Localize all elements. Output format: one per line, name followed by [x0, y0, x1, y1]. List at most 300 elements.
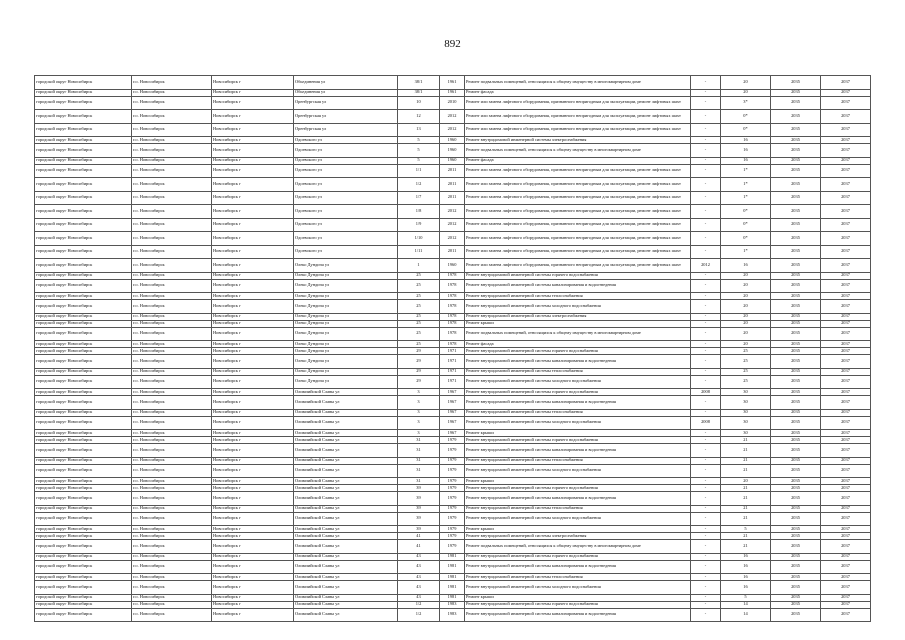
cell-street: Одоевского ул	[294, 232, 398, 246]
cell-house-number: 39	[398, 505, 440, 512]
table-row	[35, 320, 871, 327]
cell-locality: Новосибирск г	[212, 375, 294, 389]
cell-last-repair-year: -	[691, 110, 721, 124]
cell-house-number: 31	[398, 464, 440, 478]
cell-last-repair-year: -	[691, 457, 721, 464]
cell-municipality: городской округ Новосибирск	[35, 218, 132, 232]
cell-locality: Новосибирск г	[212, 416, 294, 430]
cell-settlement: г.о. Новосибирск	[132, 96, 212, 110]
cell-locality: Новосибирск г	[212, 437, 294, 444]
cell-locality: Новосибирск г	[212, 144, 294, 158]
cell-settlement: г.о. Новосибирск	[132, 205, 212, 219]
cell-commissioning-year: 1979	[440, 464, 465, 478]
cell-work-type: Ремонт подвальных помещений, относящихся к общему имуществу в многоквартирном доме	[465, 144, 691, 158]
cell-street: Олеко Дундича ул	[294, 348, 398, 355]
cell-commissioning-year: 1979	[440, 505, 465, 512]
cell-last-repair-year: -	[691, 89, 721, 96]
cell-municipality: городской округ Новосибирск	[35, 355, 132, 369]
cell-plan-start-year: 2035	[771, 110, 821, 124]
cell-plan-end-year: 2037	[821, 396, 871, 410]
cell-last-repair-year: -	[691, 123, 721, 137]
cell-house-number: 29	[398, 368, 440, 375]
table-row	[35, 444, 871, 458]
cell-municipality: городской округ Новосибирск	[35, 594, 132, 601]
cell-plan-start-year: 2035	[771, 205, 821, 219]
cell-plan-start-year: 2035	[771, 416, 821, 430]
table-row	[35, 512, 871, 526]
cell-plan-start-year: 2035	[771, 375, 821, 389]
cell-street: Обьединения ул	[294, 76, 398, 90]
cell-work-type: Ремонт или замена лифтового оборудования, признанного непригодным для эксплуатации, ремонт лифтовых шахт	[465, 191, 691, 205]
table-row	[35, 123, 871, 137]
cell-settlement: г.о. Новосибирск	[132, 526, 212, 533]
cell-commissioning-year: 1960	[440, 259, 465, 273]
cell-wear-percent: 21	[721, 437, 771, 444]
cell-plan-start-year: 2035	[771, 96, 821, 110]
cell-locality: Новосибирск г	[212, 178, 294, 192]
cell-street: Одоевского ул	[294, 144, 398, 158]
cell-street: Олимпийской Славы ул	[294, 457, 398, 464]
cell-municipality: городской округ Новосибирск	[35, 89, 132, 96]
cell-locality: Новосибирск г	[212, 259, 294, 273]
cell-settlement: г.о. Новосибирск	[132, 560, 212, 574]
cell-municipality: городской округ Новосибирск	[35, 389, 132, 396]
table-row	[35, 110, 871, 124]
cell-work-type: Ремонт или замена лифтового оборудования, признанного непригодным для эксплуатации, ремонт лифтовых шахт	[465, 218, 691, 232]
cell-wear-percent: 30	[721, 430, 771, 437]
cell-work-type: Ремонт внутридомовой инженерной системы холодного водоснабжения	[465, 416, 691, 430]
cell-commissioning-year: 1960	[440, 157, 465, 164]
cell-last-repair-year: -	[691, 485, 721, 492]
cell-plan-start-year: 2035	[771, 300, 821, 314]
cell-last-repair-year: -	[691, 375, 721, 389]
cell-work-type: Ремонт крыши	[465, 594, 691, 601]
cell-settlement: г.о. Новосибирск	[132, 505, 212, 512]
cell-settlement: г.о. Новосибирск	[132, 608, 212, 622]
cell-work-type: Ремонт фасада	[465, 341, 691, 348]
cell-plan-end-year: 2037	[821, 444, 871, 458]
table-row	[35, 293, 871, 300]
cell-commissioning-year: 1978	[440, 293, 465, 300]
cell-plan-end-year: 2037	[821, 389, 871, 396]
page-number: 892	[444, 38, 461, 50]
cell-street: Олимпийской Славы ул	[294, 581, 398, 595]
cell-last-repair-year: -	[691, 478, 721, 485]
cell-last-repair-year: -	[691, 157, 721, 164]
cell-locality: Новосибирск г	[212, 464, 294, 478]
cell-municipality: городской округ Новосибирск	[35, 444, 132, 458]
cell-street: Оренбургская ул	[294, 110, 398, 124]
cell-settlement: г.о. Новосибирск	[132, 553, 212, 560]
cell-commissioning-year: 1960	[440, 144, 465, 158]
cell-last-repair-year: 2008	[691, 389, 721, 396]
cell-settlement: г.о. Новосибирск	[132, 313, 212, 320]
cell-plan-end-year: 2037	[821, 164, 871, 178]
cell-plan-start-year: 2035	[771, 245, 821, 259]
cell-commissioning-year: 1979	[440, 485, 465, 492]
cell-plan-start-year: 2035	[771, 157, 821, 164]
cell-plan-end-year: 2037	[821, 526, 871, 533]
cell-wear-percent: 20	[721, 293, 771, 300]
cell-locality: Новосибирск г	[212, 164, 294, 178]
cell-wear-percent: 16	[721, 574, 771, 581]
cell-wear-percent: 3*	[721, 96, 771, 110]
cell-locality: Новосибирск г	[212, 123, 294, 137]
cell-locality: Новосибирск г	[212, 485, 294, 492]
table-row	[35, 368, 871, 375]
cell-municipality: городской округ Новосибирск	[35, 137, 132, 144]
cell-commissioning-year: 2012	[440, 123, 465, 137]
cell-settlement: г.о. Новосибирск	[132, 110, 212, 124]
cell-plan-start-year: 2035	[771, 457, 821, 464]
cell-settlement: г.о. Новосибирск	[132, 157, 212, 164]
cell-commissioning-year: 1971	[440, 355, 465, 369]
cell-house-number: 29	[398, 355, 440, 369]
cell-locality: Новосибирск г	[212, 137, 294, 144]
cell-work-type: Ремонт внутридомовой инженерной системы электроснабжения	[465, 137, 691, 144]
cell-plan-end-year: 2037	[821, 272, 871, 279]
cell-plan-start-year: 2035	[771, 608, 821, 622]
cell-house-number: 1/7	[398, 191, 440, 205]
cell-plan-start-year: 2035	[771, 485, 821, 492]
cell-wear-percent: 16	[721, 144, 771, 158]
cell-wear-percent: 21	[721, 533, 771, 540]
cell-locality: Новосибирск г	[212, 553, 294, 560]
cell-settlement: г.о. Новосибирск	[132, 232, 212, 246]
cell-work-type: Ремонт внутридомовой инженерной системы канализирования и водоотведения	[465, 279, 691, 293]
cell-plan-end-year: 2037	[821, 341, 871, 348]
cell-plan-start-year: 2035	[771, 178, 821, 192]
cell-locality: Новосибирск г	[212, 409, 294, 416]
cell-house-number: 3	[398, 409, 440, 416]
cell-municipality: городской округ Новосибирск	[35, 485, 132, 492]
cell-last-repair-year: -	[691, 409, 721, 416]
cell-last-repair-year: -	[691, 581, 721, 595]
table-row	[35, 478, 871, 485]
cell-municipality: городской округ Новосибирск	[35, 368, 132, 375]
cell-wear-percent: 5	[721, 594, 771, 601]
cell-house-number: 1/11	[398, 245, 440, 259]
cell-plan-end-year: 2037	[821, 594, 871, 601]
cell-house-number: 1/1	[398, 164, 440, 178]
table-row	[35, 560, 871, 574]
cell-plan-end-year: 2037	[821, 245, 871, 259]
cell-plan-end-year: 2037	[821, 279, 871, 293]
cell-street: Олимпийской Славы ул	[294, 478, 398, 485]
table-row	[35, 300, 871, 314]
cell-plan-start-year: 2035	[771, 437, 821, 444]
cell-last-repair-year: -	[691, 272, 721, 279]
cell-plan-start-year: 2035	[771, 478, 821, 485]
cell-house-number: 1/2	[398, 601, 440, 608]
cell-wear-percent: 30	[721, 389, 771, 396]
cell-plan-start-year: 2035	[771, 272, 821, 279]
cell-plan-start-year: 2035	[771, 355, 821, 369]
cell-commissioning-year: 1981	[440, 594, 465, 601]
cell-plan-start-year: 2035	[771, 594, 821, 601]
table-row	[35, 144, 871, 158]
cell-locality: Новосибирск г	[212, 96, 294, 110]
cell-municipality: городской округ Новосибирск	[35, 348, 132, 355]
cell-plan-end-year: 2037	[821, 320, 871, 327]
cell-wear-percent: 21	[721, 492, 771, 506]
cell-last-repair-year: -	[691, 348, 721, 355]
cell-municipality: городской округ Новосибирск	[35, 144, 132, 158]
cell-last-repair-year: -	[691, 464, 721, 478]
cell-municipality: городской округ Новосибирск	[35, 96, 132, 110]
cell-municipality: городской округ Новосибирск	[35, 178, 132, 192]
cell-wear-percent: 21	[721, 464, 771, 478]
cell-house-number: 43	[398, 574, 440, 581]
cell-street: Олимпийской Славы ул	[294, 553, 398, 560]
cell-work-type: Ремонт внутридомовой инженерной системы канализирования и водоотведения	[465, 492, 691, 506]
cell-work-type: Ремонт внутридомовой инженерной системы теплоснабжения	[465, 574, 691, 581]
cell-last-repair-year: -	[691, 526, 721, 533]
cell-commissioning-year: 1967	[440, 396, 465, 410]
cell-municipality: городской округ Новосибирск	[35, 533, 132, 540]
cell-settlement: г.о. Новосибирск	[132, 355, 212, 369]
cell-plan-start-year: 2035	[771, 409, 821, 416]
cell-municipality: городской округ Новосибирск	[35, 191, 132, 205]
cell-commissioning-year: 1981	[440, 581, 465, 595]
table-row	[35, 355, 871, 369]
cell-commissioning-year: 1978	[440, 341, 465, 348]
cell-street: Олеко Дундича ул	[294, 341, 398, 348]
cell-municipality: городской округ Новосибирск	[35, 341, 132, 348]
cell-plan-end-year: 2037	[821, 505, 871, 512]
cell-plan-start-year: 2035	[771, 341, 821, 348]
table-row	[35, 348, 871, 355]
cell-house-number: 25	[398, 320, 440, 327]
cell-plan-end-year: 2037	[821, 485, 871, 492]
cell-house-number: 25	[398, 279, 440, 293]
cell-wear-percent: 25	[721, 368, 771, 375]
table-row	[35, 485, 871, 492]
cell-street: Олимпийской Славы ул	[294, 416, 398, 430]
cell-work-type: Ремонт внутридомовой инженерной системы канализирования и водоотведения	[465, 608, 691, 622]
cell-street: Обьединения ул	[294, 89, 398, 96]
cell-commissioning-year: 1971	[440, 348, 465, 355]
cell-settlement: г.о. Новосибирск	[132, 464, 212, 478]
cell-work-type: Ремонт внутридомовой инженерной системы канализирования и водоотведения	[465, 560, 691, 574]
cell-plan-end-year: 2037	[821, 191, 871, 205]
cell-settlement: г.о. Новосибирск	[132, 457, 212, 464]
cell-work-type: Ремонт внутридомовой инженерной системы теплоснабжения	[465, 457, 691, 464]
cell-house-number: 5	[398, 144, 440, 158]
cell-work-type: Ремонт подвальных помещений, относящихся к общему имуществу в многоквартирном доме	[465, 327, 691, 341]
cell-municipality: городской округ Новосибирск	[35, 300, 132, 314]
cell-municipality: городской округ Новосибирск	[35, 232, 132, 246]
cell-wear-percent: 25	[721, 348, 771, 355]
cell-house-number: 25	[398, 327, 440, 341]
cell-locality: Новосибирск г	[212, 560, 294, 574]
cell-commissioning-year: 1961	[440, 89, 465, 96]
cell-work-type: Ремонт или замена лифтового оборудования, признанного непригодным для эксплуатации, ремонт лифтовых шахт	[465, 205, 691, 219]
cell-locality: Новосибирск г	[212, 245, 294, 259]
cell-commissioning-year: 1978	[440, 300, 465, 314]
cell-last-repair-year: -	[691, 300, 721, 314]
cell-street: Олимпийской Славы ул	[294, 444, 398, 458]
cell-settlement: г.о. Новосибирск	[132, 594, 212, 601]
table-row	[35, 430, 871, 437]
cell-wear-percent: 25	[721, 375, 771, 389]
cell-last-repair-year: -	[691, 279, 721, 293]
table-row	[35, 259, 871, 273]
cell-municipality: городской округ Новосибирск	[35, 416, 132, 430]
cell-house-number: 1	[398, 259, 440, 273]
cell-locality: Новосибирск г	[212, 533, 294, 540]
cell-locality: Новосибирск г	[212, 313, 294, 320]
table-row	[35, 396, 871, 410]
cell-street: Олимпийской Славы ул	[294, 396, 398, 410]
table-row	[35, 437, 871, 444]
cell-settlement: г.о. Новосибирск	[132, 444, 212, 458]
table-row	[35, 232, 871, 246]
table-row	[35, 327, 871, 341]
cell-municipality: городской округ Новосибирск	[35, 430, 132, 437]
cell-house-number: 1/2	[398, 608, 440, 622]
cell-work-type: Ремонт или замена лифтового оборудования, признанного непригодным для эксплуатации, ремонт лифтовых шахт	[465, 96, 691, 110]
cell-last-repair-year: -	[691, 327, 721, 341]
cell-plan-end-year: 2037	[821, 492, 871, 506]
cell-house-number: 5	[398, 137, 440, 144]
cell-wear-percent: 5	[721, 526, 771, 533]
cell-plan-end-year: 2037	[821, 157, 871, 164]
cell-plan-end-year: 2037	[821, 416, 871, 430]
cell-settlement: г.о. Новосибирск	[132, 409, 212, 416]
cell-street: Олимпийской Славы ул	[294, 430, 398, 437]
cell-wear-percent: 25	[721, 355, 771, 369]
cell-locality: Новосибирск г	[212, 232, 294, 246]
cell-wear-percent: 30	[721, 416, 771, 430]
cell-commissioning-year: 1961	[440, 76, 465, 90]
cell-settlement: г.о. Новосибирск	[132, 478, 212, 485]
cell-street: Олимпийской Славы ул	[294, 505, 398, 512]
cell-commissioning-year: 1978	[440, 279, 465, 293]
cell-locality: Новосибирск г	[212, 293, 294, 300]
cell-settlement: г.о. Новосибирск	[132, 76, 212, 90]
cell-work-type: Ремонт внутридомовой инженерной системы электроснабжения	[465, 313, 691, 320]
table-row	[35, 137, 871, 144]
cell-work-type: Ремонт внутридомовой инженерной системы горячего водоснабжения	[465, 553, 691, 560]
cell-wear-percent: 16	[721, 157, 771, 164]
cell-plan-end-year: 2037	[821, 137, 871, 144]
cell-settlement: г.о. Новосибирск	[132, 396, 212, 410]
cell-commissioning-year: 1978	[440, 313, 465, 320]
cell-work-type: Ремонт внутридомовой инженерной системы холодного водоснабжения	[465, 464, 691, 478]
cell-street: Олеко Дундича ул	[294, 355, 398, 369]
cell-municipality: городской округ Новосибирск	[35, 396, 132, 410]
cell-street: Олеко Дундича ул	[294, 320, 398, 327]
table-row	[35, 533, 871, 540]
cell-settlement: г.о. Новосибирск	[132, 300, 212, 314]
cell-plan-end-year: 2037	[821, 533, 871, 540]
table-row	[35, 272, 871, 279]
cell-house-number: 43	[398, 594, 440, 601]
table-row	[35, 416, 871, 430]
cell-locality: Новосибирск г	[212, 191, 294, 205]
cell-work-type: Ремонт внутридомовой инженерной системы теплоснабжения	[465, 505, 691, 512]
cell-last-repair-year: -	[691, 76, 721, 90]
cell-last-repair-year: -	[691, 293, 721, 300]
cell-wear-percent: 1*	[721, 178, 771, 192]
table-row	[35, 553, 871, 560]
cell-locality: Новосибирск г	[212, 279, 294, 293]
cell-last-repair-year: -	[691, 205, 721, 219]
cell-last-repair-year: -	[691, 96, 721, 110]
cell-street: Одоевского ул	[294, 245, 398, 259]
cell-commissioning-year: 1967	[440, 409, 465, 416]
cell-locality: Новосибирск г	[212, 348, 294, 355]
cell-last-repair-year: -	[691, 191, 721, 205]
cell-last-repair-year: -	[691, 178, 721, 192]
cell-settlement: г.о. Новосибирск	[132, 492, 212, 506]
cell-plan-start-year: 2035	[771, 137, 821, 144]
cell-wear-percent: 16	[721, 137, 771, 144]
cell-municipality: городской округ Новосибирск	[35, 313, 132, 320]
cell-house-number: 31	[398, 478, 440, 485]
cell-last-repair-year: -	[691, 232, 721, 246]
cell-street: Одоевского ул	[294, 164, 398, 178]
cell-plan-end-year: 2037	[821, 430, 871, 437]
cell-street: Одоевского ул	[294, 178, 398, 192]
table-row	[35, 601, 871, 608]
cell-work-type: Ремонт внутридомовой инженерной системы теплоснабжения	[465, 293, 691, 300]
cell-municipality: городской округ Новосибирск	[35, 110, 132, 124]
cell-locality: Новосибирск г	[212, 327, 294, 341]
cell-municipality: городской округ Новосибирск	[35, 123, 132, 137]
cell-work-type: Ремонт внутридомовой инженерной системы холодного водоснабжения	[465, 581, 691, 595]
cell-municipality: городской округ Новосибирск	[35, 245, 132, 259]
table-row	[35, 157, 871, 164]
cell-settlement: г.о. Новосибирск	[132, 540, 212, 554]
cell-commissioning-year: 1983	[440, 608, 465, 622]
cell-settlement: г.о. Новосибирск	[132, 581, 212, 595]
cell-last-repair-year: -	[691, 430, 721, 437]
cell-house-number: 39	[398, 512, 440, 526]
cell-wear-percent: 21	[721, 485, 771, 492]
cell-work-type: Ремонт крыши	[465, 320, 691, 327]
table-row	[35, 164, 871, 178]
cell-municipality: городской округ Новосибирск	[35, 601, 132, 608]
cell-street: Олимпийской Славы ул	[294, 526, 398, 533]
cell-plan-end-year: 2037	[821, 464, 871, 478]
cell-plan-end-year: 2037	[821, 574, 871, 581]
cell-plan-end-year: 2037	[821, 96, 871, 110]
cell-last-repair-year: -	[691, 341, 721, 348]
cell-wear-percent: 20	[721, 272, 771, 279]
cell-house-number: 39	[398, 492, 440, 506]
cell-plan-end-year: 2037	[821, 205, 871, 219]
cell-municipality: городской округ Новосибирск	[35, 457, 132, 464]
cell-locality: Новосибирск г	[212, 396, 294, 410]
cell-locality: Новосибирск г	[212, 574, 294, 581]
cell-house-number: 43	[398, 560, 440, 574]
table-row	[35, 457, 871, 464]
cell-house-number: 38/1	[398, 76, 440, 90]
cell-commissioning-year: 1967	[440, 416, 465, 430]
cell-house-number: 29	[398, 375, 440, 389]
cell-locality: Новосибирск г	[212, 300, 294, 314]
cell-plan-end-year: 2037	[821, 478, 871, 485]
cell-street: Олимпийской Славы ул	[294, 608, 398, 622]
cell-commissioning-year: 1979	[440, 457, 465, 464]
cell-municipality: городской округ Новосибирск	[35, 76, 132, 90]
cell-house-number: 43	[398, 581, 440, 595]
cell-house-number: 25	[398, 293, 440, 300]
cell-house-number: 31	[398, 444, 440, 458]
cell-street: Олимпийской Славы ул	[294, 437, 398, 444]
